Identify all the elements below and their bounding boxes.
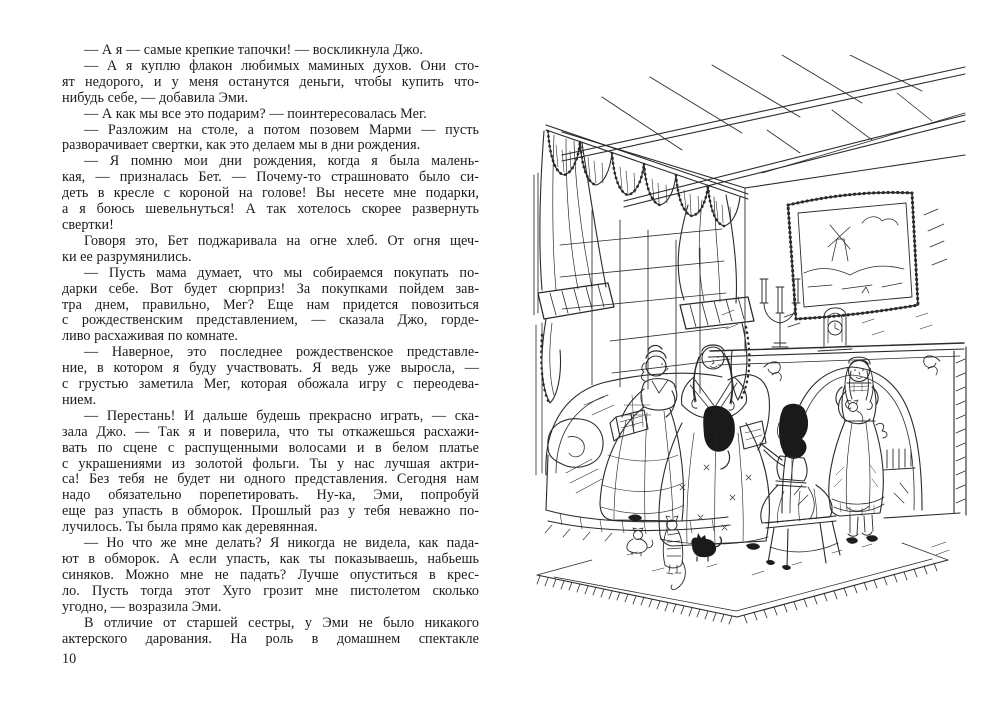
text-line: — А я — самые крепкие тапочки! — воскликнула Джо. bbox=[84, 42, 424, 58]
kittens-drawing bbox=[627, 516, 721, 590]
text-line: ливо расхаживая по комнате. bbox=[62, 328, 239, 345]
wall-shading-drawing bbox=[722, 310, 932, 335]
text-line: — Разложим на столе, а потом позовем Марми — пусть bbox=[84, 121, 479, 138]
wall-painting-drawing bbox=[784, 193, 947, 328]
body-text-column bbox=[62, 43, 479, 647]
text-line: — Я помню мои дни рождения, когда я была малень- bbox=[84, 153, 479, 170]
right-curtain-drawing bbox=[678, 195, 754, 401]
fireplace-drawing bbox=[710, 343, 966, 518]
parlor-illustration bbox=[532, 55, 972, 640]
text-line: зала Джо. — Так я и поверила, что ты откажешься расхажи- bbox=[62, 423, 479, 440]
text-line: надо обязательно порепетировать. Ну-ка, Эми, попробуй bbox=[62, 487, 479, 504]
right-page bbox=[532, 55, 972, 640]
text-line: угодно, — возразила Эми. bbox=[62, 598, 222, 615]
sofa-drawing bbox=[546, 373, 770, 534]
text-line: ют в обморок. А если упасть, как ты показываешь, набьешь bbox=[62, 551, 479, 567]
text-line: разворачивает свертки, как это делаем мы в дни рождения. bbox=[62, 137, 421, 154]
text-line: с украшениями из золотой фольги. Ты у нас лучшая актри- bbox=[62, 455, 479, 472]
text-line: В отличие от старшей сестры, у Эми не было никакого bbox=[84, 614, 479, 631]
text-line: ят недорого, и у меня останутся деньги, чтобы купить что- bbox=[62, 73, 479, 90]
text-line: еще раз упасть в обморок. Прошлый раз у тебя неважно по- bbox=[62, 503, 479, 520]
text-line: а я боюсь шевельнуться! А так хотелось скорее развернуть bbox=[62, 201, 479, 218]
text-line: ние, в котором я буду участвовать. Я ведь уже выросла, — bbox=[62, 360, 479, 377]
text-line: тра днем, правильно, Мег? Еще нам придется повозиться bbox=[62, 296, 479, 313]
text-line: нием. bbox=[62, 391, 97, 408]
valance-drawing bbox=[546, 125, 748, 226]
text-line: — А я куплю флакон любимых маминых духов. Они сто- bbox=[84, 57, 479, 74]
text-line: са! Без тебя не будет ни одного представления. Сегодня нам bbox=[62, 471, 479, 488]
text-line: Говоря это, Бет поджаривала на огне хлеб. От огня щеч- bbox=[84, 232, 479, 249]
text-line: — Пусть мама думает, что мы собираемся покупать по- bbox=[84, 264, 479, 281]
text-line: — Перестань! И дальше будешь прекрасно играть, — ска- bbox=[84, 407, 479, 424]
text-line: кая, — призналась Бет. — Почему-то страшновато было си- bbox=[62, 169, 479, 186]
text-line: дарки себе. Вот будет сюрприз! За покупками пойдем зав- bbox=[62, 280, 479, 297]
candelabra-drawing bbox=[760, 279, 800, 347]
text-line: вать по сцене с распущенными волосами и в белом платье bbox=[62, 439, 479, 456]
text-line: с рождественским представлением, — сказала Джо, горде- bbox=[62, 312, 479, 329]
text-line: лучилось. Ты была прямо как деревянная. bbox=[62, 519, 318, 536]
text-line: деть в кресле с короной на голове! Вы несете мне подарки, bbox=[62, 185, 479, 202]
girl-reading-drawing bbox=[600, 345, 684, 521]
girl-with-kitten-drawing bbox=[829, 357, 887, 544]
text-line: с грустью заметила Мег, которая обожала игру с переодева- bbox=[62, 376, 479, 393]
text-line: синяков. Можно мне не падать? Лучше опуститься в крес- bbox=[62, 566, 479, 583]
text-line: свертки! bbox=[62, 216, 114, 233]
text-line: актерского дарования. На роль в домашнем спектакле bbox=[62, 630, 479, 647]
text-line: ки ее разрумянились. bbox=[62, 248, 192, 265]
text-line: — Но что же мне делать? Я никогда не видела, как пада- bbox=[84, 535, 479, 552]
text-line: — А как мы все это подарим? — поинтересовалась Мег. bbox=[84, 105, 427, 122]
text-line: нибудь себе, — добавила Эми. bbox=[62, 89, 249, 106]
text-line: ло. Пусть тогда этот Хуго грозит мне пистолетом сколько bbox=[62, 582, 479, 599]
text-line: — Наверное, это последнее рождественское представле- bbox=[84, 344, 479, 361]
page-number: 10 bbox=[62, 651, 77, 667]
